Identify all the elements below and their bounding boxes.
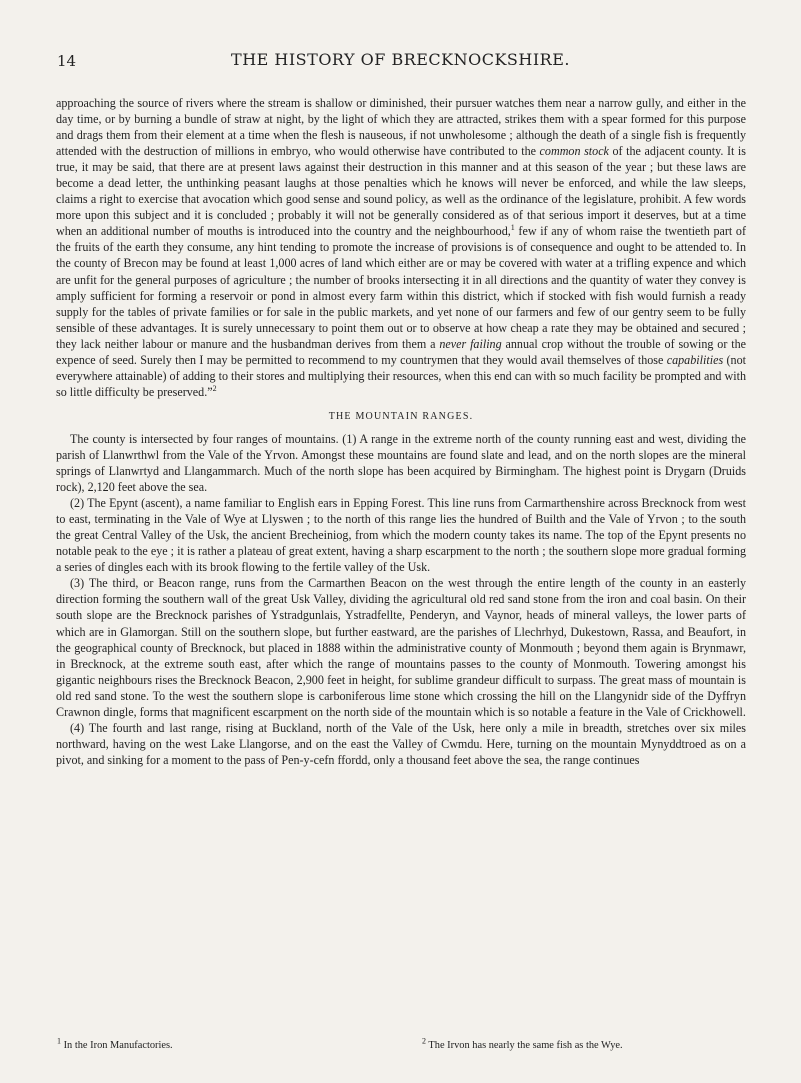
italic-phrase: capabilities xyxy=(666,352,724,367)
paragraph-fish-conservation: approaching the source of rivers where the stream is shallow or diminished, their pursuer watches them near a narrow gully, and either in the day time, or by burning a bundle of straw at night, by the light of which they are attracted, strikes them with a spear formed for this purpose and drags them from their element at a time when the flesh is nauseous, if not unwholesome ; although the death of a single fish is frequently attended with the destruction of millions in embryo, who would otherwise have contributed to the common stock of the adjacent county. It is true, it may be said, that there are at present laws against their destruction in this manner and at this season of the year ; but these laws are become a dead letter, the unthinking peasant laughs at those penalties which he knows will never be enforced, and while the law sleeps, claims a right to exercise that avocation which good sense and sound policy, as well as the ordinance of the legislature, prohibit. A few words more upon this subject and it is concluded ; probably it will not be generally considered as of that serious import it deserves, but at a time when an additional number of mouths is introduced into the country and the neighbourhood,$^1$ few if any of whom raise the twentieth part of the fruits of the earth they consume, any hint tending to promote the increase of provisions is of consequence and ought to be attended to. In the county of Brecon may be found at least 1,000 acres of land which either are or may be covered with water at a trifling expence and which are unfit for the general purposes of agriculture ; the number of brooks intersecting it in all directions and the quantity of water they convey is amply sufficient for forming a reservoir or pond in almost every farm within this district, which if stocked with fish would furnish a ready supply for the tables of private families or for sale in the public markets, and yet none of our farmers and few of our gentry seem to be fully sensible of these advantages. It is surely unnecessary to point them out or to observe at how cheap a rate they may be obtained and secured ; they lack neither labour or manure and the husbandman derives from them a never failing annual crop without the trouble of sowing or the expence of seed. Surely then I may be permitted to recommend to my countrymen that they would avail themselves of those capabilities (not everywhere attainable) of adding to their stores and multiplying their resources, when this end can with so much facility be prompted and with so little difficulty be preserved.”$^2$ xyxy=(56,96,746,399)
page-header xyxy=(0,48,801,72)
running-title: THE HISTORY OF BRECKNOCKSHIRE. xyxy=(231,50,570,69)
section-heading: THE MOUNTAIN RANGES. xyxy=(328,410,474,422)
paragraph-range-3: (3) The third, or Beacon range, runs from the Carmarthen Beacon on the west through the entire length of the county in an easterly direction forming the southern wall of the great Usk Valley, dividing the agricultural old red sand stone from the iron and coal basin. On their south slope are the Brecknock parishes of Ystradgunlais, Ystradfellte, Penderyn, and Vaynor, heads of mineral valleys, the lower parts of which are in Glamorgan. Still on the southern slope, but further eastward, are the parishes of Llechrhyd, Dukestown, Rassa, and Beaufort, in the geographical county of Brecknock, but placed in 1888 within the administrative county of Monmouth ; beyond them again is Brynmawr, in Brecknock, at the extreme south east, after which the range of mountains passes to the county of Monmouth. Towering amongst his gigantic neighbours rises the Brecknock Beacon, 2,900 feet in height, for sublime grandeur difficult to surpass. The great mass of mountain is old red sand stone. To the west the southern slope is carboniferous lime stone which crossing the hill on the Llangynidr side of the Dyffryn Crawnon dingle, forms that magnificent escarpment on the north side of the mountain which is so notable a feature in the Vale of Crickhowell. xyxy=(56,576,746,719)
body-text xyxy=(56,95,746,768)
footnotes xyxy=(57,1036,747,1051)
footnote-2: $^2$ The Irvon has nearly the same fish as the Wye. xyxy=(422,1036,623,1051)
italic-phrase: common stock xyxy=(539,144,609,159)
page-number: 14 xyxy=(57,52,77,70)
footnote-ref-2: 2 xyxy=(212,383,217,393)
paragraph-range-4: (4) The fourth and last range, rising at Buckland, north of the Vale of the Usk, here only a mile in breadth, stretches over six miles northward, having on the west Lake Llangorse, and on the east the Valley of Cwmdu. Here, turning on the mountain Mynyddtroed as on a pivot, and sinking for a moment to the pass of Pen-y-cefn ffordd, only a thousand feet above the sea, the range continues xyxy=(56,720,746,767)
italic-phrase: never failing xyxy=(439,336,502,351)
footnote-1: $^1$ In the Iron Manufactories. xyxy=(57,1036,173,1051)
footnote-ref-1: 1 xyxy=(510,223,515,233)
paragraph-range-2: (2) The Epynt (ascent), a name familiar to English ears in Epping Forest. This line runs from Carmarthenshire across Brecknock from west to east, terminating in the Vale of Wye at Llyswen ; to the north of this range lies the hundred of Builth and the Vale of Yrvon ; to the south the great Central Valley of the Usk, the ancient Brecheiniog, from which the modern county takes its name. The top of the Epynt presents no notable peak to the eye ; it is rather a plateau of great extent, having a sharp escarpment to the north ; the southern slope more gradual forming a series of dingles each with its brook flowing to the fertile valley of the Usk. xyxy=(56,496,746,575)
paragraph-range-1: The county is intersected by four ranges of mountains. (1) A range in the extreme north of the county running east and west, dividing the parish of Llanwrthwl from the Vale of the Yrvon. Amongst these mountains are found slate and lead, and on the north slopes are the mineral springs of Llanwrtyd and Llangammarch. Much of the north slope has been acquired by Birmingham. The highest point is Drygarn (Druids rock), 2,120 feet above the sea. xyxy=(56,431,746,495)
